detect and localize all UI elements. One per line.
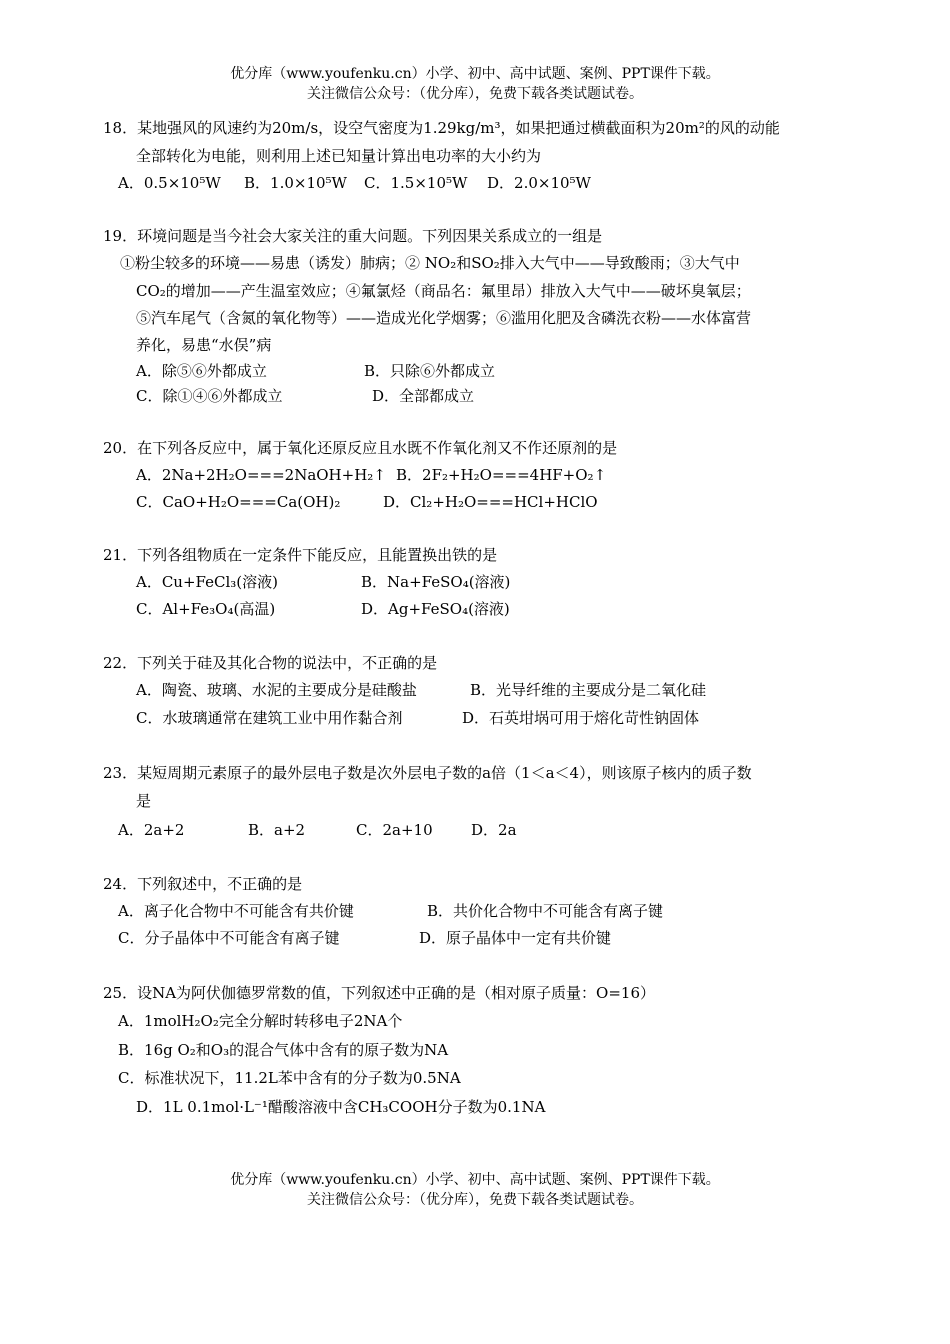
q21-option-d: D．Ag+FeSO₄(溶液): [361, 600, 510, 618]
q21-option-c: C．Al+Fe₃O₄(高温): [136, 600, 276, 618]
page-footer: [0, 1170, 950, 1210]
q19-body-line2: CO₂的增加——产生温室效应；④氟氯烃（商品名：氟里昂）排放入大气中——破坏臭氧层；: [136, 282, 751, 300]
footer-line-2: 关注微信公众号：（优分库），免费下载各类试题试卷。: [307, 1192, 643, 1208]
q19-option-d: D．全部都成立: [372, 387, 475, 405]
q19-option-a: A．除⑤⑥外都成立: [136, 362, 267, 380]
q18-option-a: A．0.5×10⁵W: [118, 174, 221, 192]
q23-option-b: B．a+2: [248, 821, 306, 839]
q20-stem: 20．在下列各反应中，属于氧化还原反应且水既不作氧化剂又不作还原剂的是: [103, 439, 618, 457]
q20-option-c: C．CaO+H₂O===Ca(OH)₂: [136, 493, 341, 511]
q18-option-c: C．1.5×10⁵W: [364, 174, 468, 192]
q22-option-a: A．陶瓷、玻璃、水泥的主要成分是硅酸盐: [136, 681, 417, 699]
q24-stem: 24．下列叙述中，不正确的是: [103, 875, 303, 893]
q24-option-d: D．原子晶体中一定有共价键: [419, 929, 612, 947]
q18-stem-line1: 18．某地强风的风速约为20m/s，设空气密度为1.29kg/m³，如果把通过横截面积为20m²的风的动能: [103, 119, 780, 137]
q22-option-d: D．石英坩埚可用于熔化苛性钠固体: [462, 709, 700, 727]
q20-option-b: B．2F₂+H₂O===4HF+O₂↑: [396, 466, 607, 484]
q20-option-d: D．Cl₂+H₂O===HCl+HClO: [383, 493, 598, 511]
q19-body-line3: ⑤汽车尾气（含氮的氧化物等）——造成光化学烟雾；⑥滥用化肥及含磷洗衣粉——水体富营: [136, 309, 752, 327]
q19-option-c: C．除①④⑥外都成立: [136, 387, 283, 405]
q23-option-d: D．2a: [471, 821, 517, 839]
q19-body-line1: ①粉尘较多的环境——易患（诱发）肺病；② NO₂和SO₂排入大气中——导致酸雨；③大气中: [120, 254, 740, 272]
q19-option-b: B．只除⑥外都成立: [364, 362, 496, 380]
q25-stem: 25．设NA为阿伏伽德罗常数的值，下列叙述中正确的是（相对原子质量：O=16）: [103, 984, 656, 1002]
q18-option-d: D．2.0×10⁵W: [487, 174, 591, 192]
q23-option-c: C．2a+10: [356, 821, 433, 839]
q23-stem-line1: 23．某短周期元素原子的最外层电子数是次外层电子数的a倍（1＜a＜4），则该原子核内的质子数: [103, 764, 752, 782]
q19-stem: 19．环境问题是当今社会大家关注的重大问题。下列因果关系成立的一组是: [103, 227, 603, 245]
q18-stem-line2: 全部转化为电能，则利用上述已知量计算出电功率的大小约为: [136, 147, 542, 165]
q22-option-b: B．光导纤维的主要成分是二氧化硅: [470, 681, 707, 699]
footer-line-1: 优分库（www.youfenku.cn）小学、初中、高中试题、案例、PPT课件下载。: [230, 1172, 720, 1188]
q25-option-d: D．1L 0.1mol·L⁻¹醋酸溶液中含CH₃COOH分子数为0.1NA: [136, 1098, 546, 1116]
q20-option-a: A．2Na+2H₂O===2NaOH+H₂↑: [136, 466, 386, 484]
q19-body-line4: 养化，易患“水俣”病: [136, 336, 272, 354]
q18-option-b: B．1.0×10⁵W: [244, 174, 347, 192]
q24-option-a: A．离子化合物中不可能含有共价键: [118, 902, 354, 920]
q25-option-c: C．标准状况下，11.2L苯中含有的分子数为0.5NA: [118, 1069, 461, 1087]
header-line-2: 关注微信公众号：（优分库），免费下载各类试题试卷。: [307, 86, 643, 102]
q23-option-a: A．2a+2: [118, 821, 185, 839]
q21-stem: 21．下列各组物质在一定条件下能反应，且能置换出铁的是: [103, 546, 498, 564]
header-line-1: 优分库（www.youfenku.cn）小学、初中、高中试题、案例、PPT课件下载。: [230, 66, 720, 82]
q25-option-b: B．16g O₂和O₃的混合气体中含有的原子数为NA: [118, 1041, 449, 1059]
q22-option-c: C．水玻璃通常在建筑工业中用作黏合剂: [136, 709, 403, 727]
q22-stem: 22．下列关于硅及其化合物的说法中，不正确的是: [103, 654, 438, 672]
q24-option-c: C．分子晶体中不可能含有离子键: [118, 929, 340, 947]
q21-option-b: B．Na+FeSO₄(溶液): [361, 573, 511, 591]
q25-option-a: A．1molH₂O₂完全分解时转移电子2NA个: [118, 1012, 403, 1030]
q21-option-a: A．Cu+FeCl₃(溶液): [136, 573, 278, 591]
q24-option-b: B．共价化合物中不可能含有离子键: [427, 902, 664, 920]
q23-stem-line2: 是: [136, 792, 152, 810]
page-header: [0, 64, 950, 104]
